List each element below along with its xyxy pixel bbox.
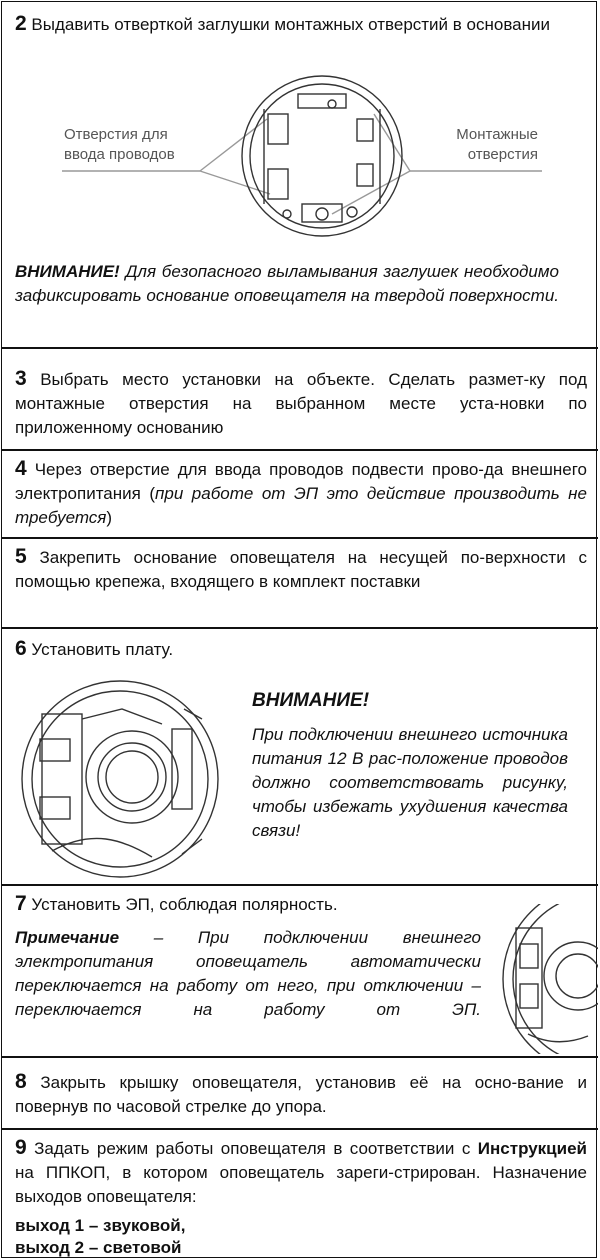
- step-4-description: Через отверстие для ввода проводов подвести прово-да внешнего электропитания (: [15, 460, 587, 503]
- callout-wire-holes-line-1: Отверстия для: [64, 126, 168, 143]
- step-3-block: [2, 349, 598, 449]
- step-4-number: 4: [15, 457, 27, 480]
- step-9-text: [15, 1136, 587, 1209]
- step-5-text: [15, 545, 587, 594]
- step-5-number: 5: [15, 545, 27, 568]
- board-installation-drawing: [12, 679, 227, 879]
- step-2-warning-text: Для безопасного выламывания заглушек необходимо зафиксировать основание оповещателя на твердой поверхности.: [15, 262, 559, 305]
- callout-mounting-holes-line-2: отверстия: [467, 146, 538, 163]
- step-4-block: [2, 451, 598, 537]
- step-3-description: Выбрать место установки на объекте. Сделать размет-ку под монтажные отверстия на выбранном месте уста-новки по приложенному основанию: [15, 370, 587, 437]
- step-7-number: 7: [15, 892, 27, 915]
- step-8-text: [15, 1070, 587, 1119]
- step-8-description: Закрыть крышку оповещателя, установив её на осно-вание и повернув по часовой стрелке до упора.: [15, 1073, 587, 1116]
- step-4-description-end: ): [106, 508, 113, 527]
- step-9-description-end: на ППКОП, в котором оповещатель зареги-стрирован. Назначение выходов оповещателя:: [15, 1163, 587, 1206]
- step-7-description: Установить ЭП, соблюдая полярность.: [31, 895, 338, 914]
- step-6-text: [15, 637, 173, 662]
- step-2-warning: [15, 260, 559, 308]
- step-6-warning-label: ВНИМАНИЕ!: [252, 690, 370, 711]
- callout-mounting-holes-line-1: Монтажные: [456, 126, 538, 143]
- step-6-block: [2, 629, 598, 884]
- step-2-text: [15, 12, 583, 37]
- callout-wire-holes-line-2: ввода проводов: [64, 146, 175, 163]
- step-9-block: [2, 1130, 598, 1258]
- power-supply-drawing: [488, 904, 598, 1054]
- step-7-text: [15, 892, 338, 917]
- step-6-description: Установить плату.: [31, 640, 174, 659]
- step-9-output-1: выход 1 – звуковой,: [15, 1216, 186, 1235]
- step-2-number: 2: [15, 12, 27, 35]
- step-6-number: 6: [15, 637, 27, 660]
- step-7-note: [15, 926, 481, 1022]
- step-5-description: Закрепить основание оповещателя на несущей по-верхности с помощью крепежа, входящего в комплект поставки: [15, 548, 587, 591]
- step-3-number: 3: [15, 367, 27, 390]
- step-7-block: [2, 886, 598, 1056]
- step-9-description-bold: Инструкцией: [477, 1139, 587, 1158]
- step-7-note-text: – При подключении внешнего электропитания оповещатель автоматически переключается на работу от него, при отключении – переключается на работу от ЭП.: [15, 928, 481, 1019]
- step-9-description: Задать режим работы оповещателя в соответствии с: [34, 1139, 478, 1158]
- step-2-description: Выдавить отверткой заглушки монтажных отверстий в основании: [31, 15, 550, 34]
- step-7-note-label: Примечание: [15, 928, 120, 947]
- base-mounting-holes-drawing: [2, 64, 598, 264]
- step-2-block: [2, 2, 598, 347]
- step-3-text: [15, 367, 587, 440]
- step-5-block: [2, 539, 598, 627]
- step-6-warning-text: При подключении внешнего источника питания 12 В рас-положение проводов должно соответствовать рисунку, чтобы избежать ухудшения качества связи!: [252, 725, 568, 840]
- step-8-block: [2, 1058, 598, 1128]
- step-2-warning-label: ВНИМАНИЕ!: [15, 262, 120, 281]
- step-4-text: [15, 457, 587, 530]
- instruction-sheet: [1, 1, 597, 1258]
- step-8-number: 8: [15, 1070, 27, 1093]
- step-9-number: 9: [15, 1136, 27, 1159]
- step-4-description-italic: при работе от ЭП это действие производить не требуется: [15, 484, 587, 527]
- step-9-output-2: выход 2 – световой: [15, 1238, 182, 1257]
